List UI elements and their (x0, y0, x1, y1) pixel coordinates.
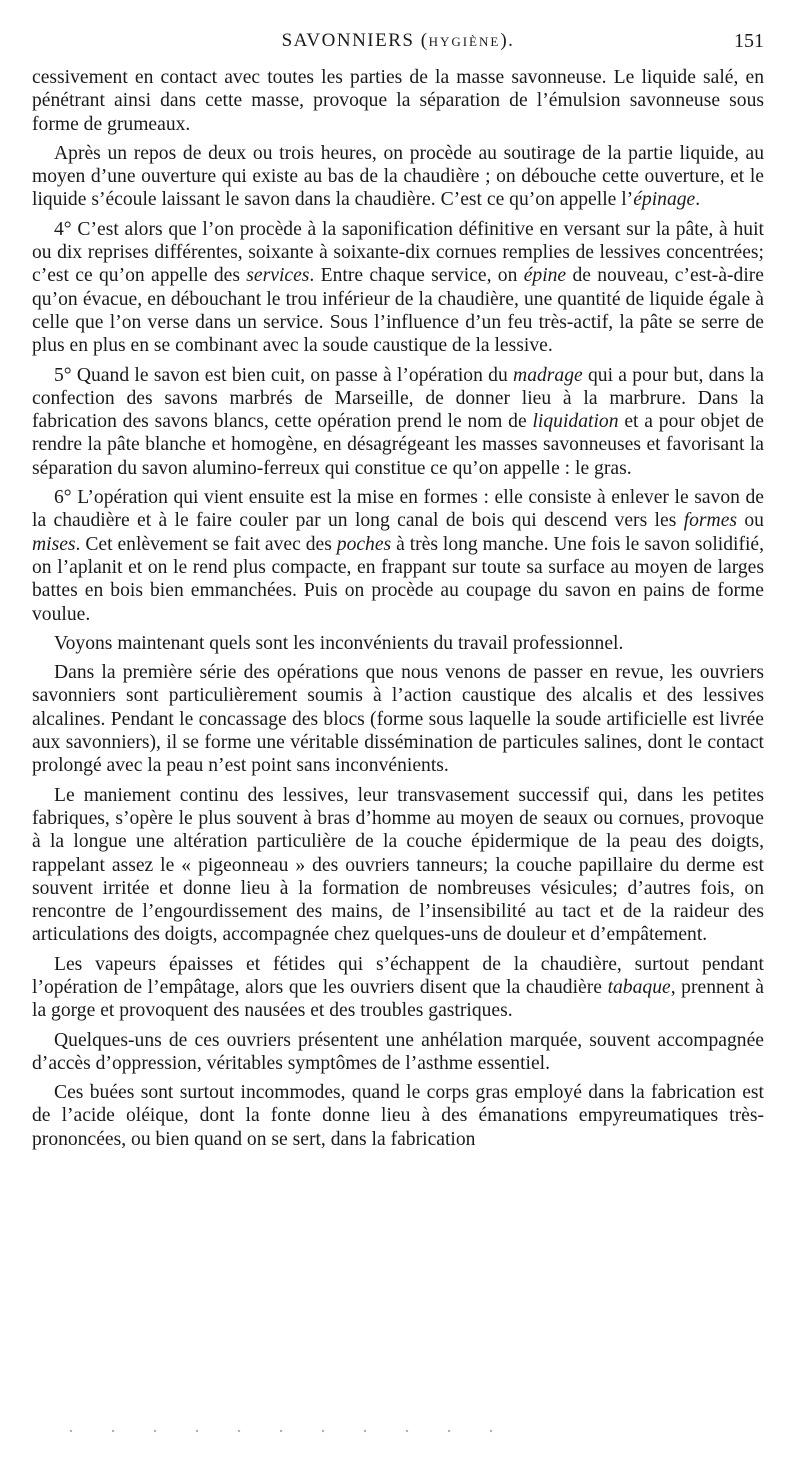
text-run: Après un repos de deux ou trois heures, on procède au soutirage de la partie liquide, au moyen d’une ouverture qui existe au bas de la chaudière ; on débouche cette ouverture, et le liquide s’écoule laissant le savon dans la chaudière. C’est ce qu’on appelle l’ (32, 142, 764, 211)
text-run: . Entre chaque service, on (309, 265, 524, 287)
italic-term: tabaque (607, 976, 671, 998)
paragraph (32, 486, 764, 626)
text-run: . (695, 189, 701, 211)
text-run: de nouveau, c’est-à-dire qu’on évacue, en débouchant le trou inférieur de la chaudière, une quantité de liquide égale à celle que l’on verse dans un service. Sous l’influence d’un feu très-actif, la pâte se serre de plus en plus en se combinant avec la soude caustique de la lessive. (32, 265, 765, 357)
paragraph (32, 1029, 764, 1076)
text-run: , prennent à la gorge et provoquent des nausées et des troubles gastriques. (32, 976, 765, 1022)
page-number: 151 (734, 30, 764, 52)
text-run: Voyons maintenant quels sont les inconvénients du travail professionnel. (54, 632, 624, 654)
paragraph (32, 632, 764, 655)
paragraph (32, 661, 764, 777)
text-run: cessivement en contact avec toutes les parties de la masse savonneuse. Le liquide salé, en pénétrant ainsi dans cette masse, provoque la séparation de l’émulsion savonneuse sous forme de grumeaux. (32, 67, 764, 135)
paragraph (32, 953, 764, 1023)
text-run: ou (737, 510, 764, 532)
running-title-end: ). (500, 30, 515, 51)
italic-term: madrage (513, 364, 583, 386)
running-head (32, 30, 764, 60)
italic-term: mises (32, 533, 76, 555)
text-run: qui a pour but, dans la confection des savons marbrés de Marseille, de donner lieu à la marbrure. Dans la fabrication des savons blancs, cette opération prend le nom de (32, 364, 764, 433)
text-run: 4° C’est alors que l’on procède à la saponification définitive en versant sur la pâte, à huit ou dix reprises différentes, soixante à soixante-dix cornues remplies de lessives concentrées; c’est ce qu’on appelle des (32, 218, 764, 287)
italic-term: épine (523, 265, 567, 287)
paragraph (32, 1081, 764, 1151)
text-run: Le maniement continu des lessives, leur transvasement successif qui, dans les petites fabriques, s’opère le plus souvent à bras d’homme au moyen de seaux ou cornues, provoque à la longue une altération particulière de la couche épidermique de la peau des doigts, rappelant assez le « pigeonneau » des ouvriers tanneurs; la couche papillaire du derme est souvent irritée et donne lieu à la formation de nombreuses vésicules; d’autres fois, on rencontre de l’engourdissement des mains, de l’insensibilité au tact et de la raideur des articulations des doigts, accompagnée chez quelques-uns de douleur et d’empâtement. (32, 784, 764, 946)
running-title-main: SAVONNIERS ( (281, 30, 429, 51)
italic-term: services (246, 265, 310, 287)
print-specks (50, 1428, 510, 1434)
text-run: et a pour objet de rendre la pâte blanche et homogène, en désagrégeant les masses savonneuses et favorisant la séparation du savon alumino-ferreux qui constitue ce qu’on appelle : le gras. (32, 411, 764, 479)
text-run: Les vapeurs épaisses et fétides qui s’échappent de la chaudière, surtout pendant l’opération de l’empâtage, alors que les ouvriers disent que la chaudière (32, 953, 764, 998)
running-title-small-caps: HYGIÈNE (428, 34, 501, 49)
text-run: . Cet enlèvement se fait avec des (75, 533, 337, 555)
italic-term: épinage (633, 189, 696, 211)
text-run: Quelques-uns de ces ouvriers présentent une anhélation marquée, souvent accompagnée d’accès d’oppression, véritables symptômes de l’asthme essentiel. (32, 1029, 764, 1074)
paragraph (32, 364, 764, 480)
body-text (32, 66, 764, 1157)
italic-term: formes (683, 510, 738, 532)
text-run: 5° Quand le savon est bien cuit, on passe à l’opération du (54, 364, 514, 386)
text-run: Ces buées sont surtout incommodes, quand le corps gras employé dans la fabrication est de l’acide oléique, dont la fonte donne lieu à des émanations empyreumatiques très-prononcées, ou bien quand on se sert, dans la fabrication (32, 1082, 764, 1150)
running-title (32, 30, 764, 52)
paragraph (32, 142, 764, 212)
text-run: 6° L’opération qui vient ensuite est la mise en formes : elle consiste à enlever le savon de la chaudière et à le faire couler par un long canal de bois qui descend vers les (32, 487, 764, 532)
paragraph (32, 218, 764, 358)
text-run: à très long manche. Une fois le savon solidifié, on l’aplanit et on le rend plus compacte, en frappant sur toute sa surface au moyen de larges battes en bois bien emmanchées. Puis on procède au coupage du savon en pains de forme voulue. (32, 533, 765, 625)
paragraph (32, 784, 764, 947)
text-run: Dans la première série des opérations que nous venons de passer en revue, les ouvriers savonniers sont particulièrement soumis à l’action caustique des alcalis et des lessives alcalines. Pendant le concassage des blocs (forme sous laquelle la soude artificielle est livrée aux savonniers), il se forme une véritable dissémination de particules salines, dont le contact prolongé avec la peau n’est point sans inconvénients. (32, 662, 764, 777)
italic-term: poches (336, 533, 392, 555)
paragraph (32, 66, 764, 136)
italic-term: liquidation (532, 411, 619, 433)
